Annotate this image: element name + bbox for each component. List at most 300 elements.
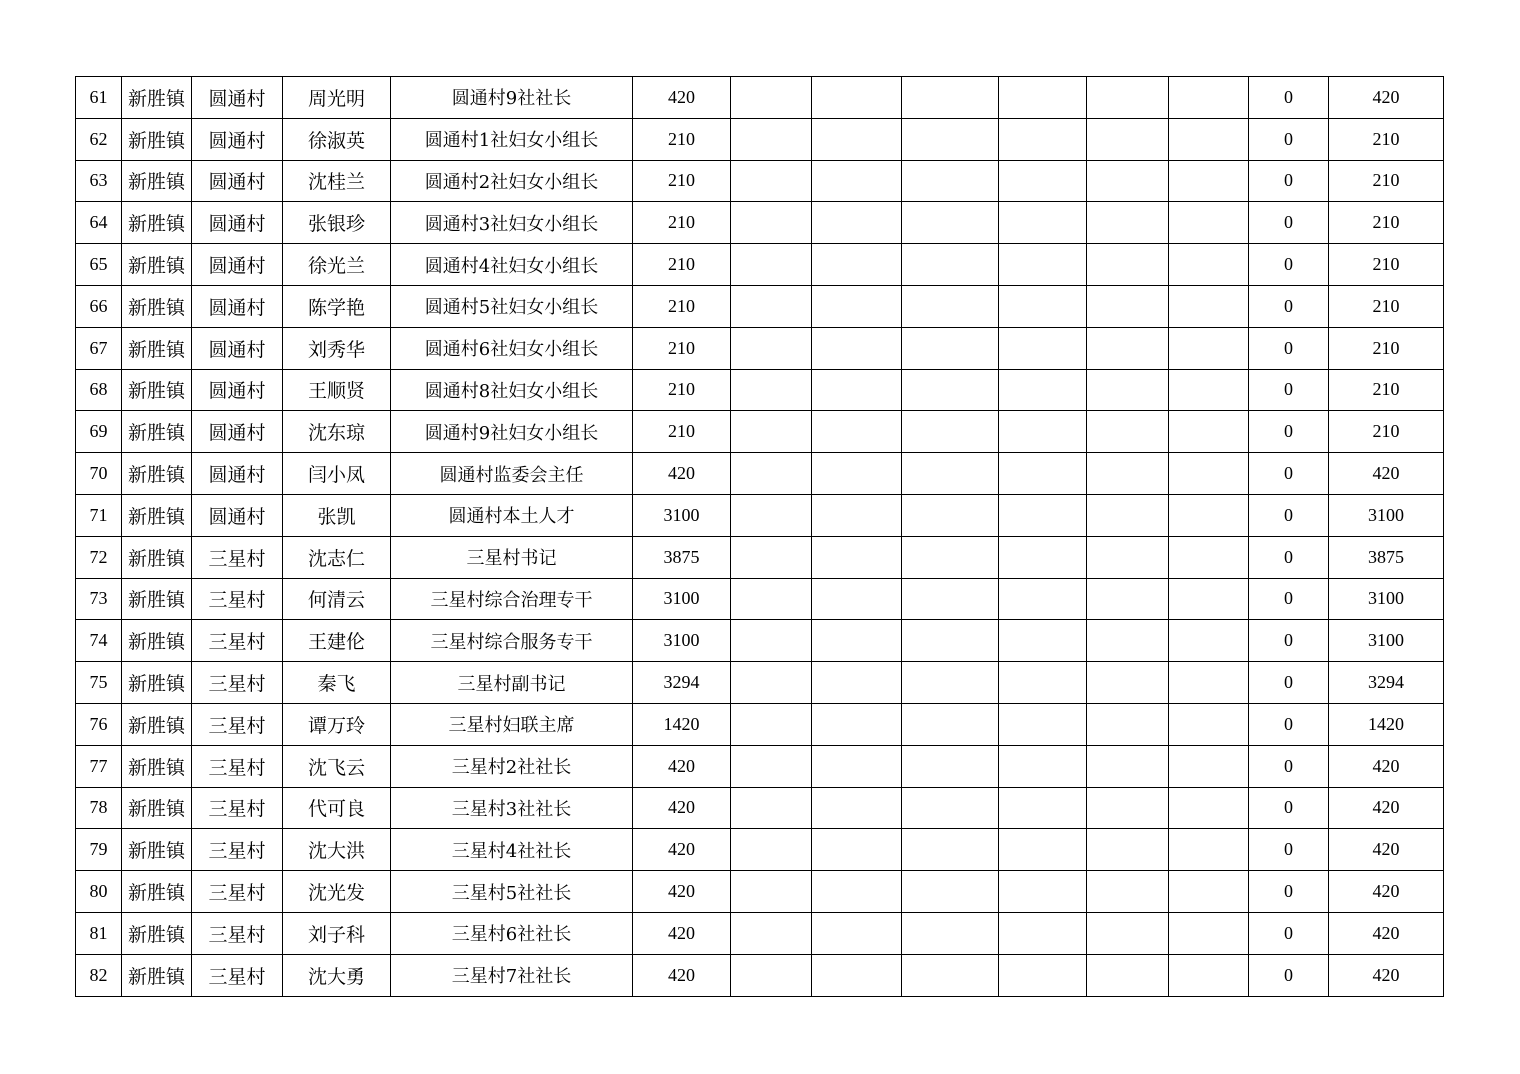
total-cell: 210 — [1329, 160, 1444, 202]
total-cell: 420 — [1329, 453, 1444, 495]
position-cell: 圆通村2社妇女小组长 — [391, 160, 633, 202]
amount-cell: 420 — [633, 954, 731, 996]
person-name-cell: 沈东琼 — [283, 411, 391, 453]
village-cell: 圆通村 — [192, 285, 283, 327]
empty-cell — [731, 787, 812, 829]
town-cell: 新胜镇 — [122, 745, 192, 787]
total-cell: 210 — [1329, 411, 1444, 453]
row-number-cell: 82 — [76, 954, 122, 996]
table-row — [76, 912, 1444, 954]
amount-cell: 3294 — [633, 662, 731, 704]
village-cell: 圆通村 — [192, 202, 283, 244]
empty-cell — [812, 244, 902, 286]
town-cell: 新胜镇 — [122, 578, 192, 620]
empty-cell — [1169, 453, 1249, 495]
empty-cell — [999, 745, 1087, 787]
deduction-cell: 0 — [1249, 327, 1329, 369]
row-number-cell: 61 — [76, 77, 122, 119]
row-number-cell: 80 — [76, 871, 122, 913]
table-row — [76, 662, 1444, 704]
empty-cell — [999, 327, 1087, 369]
total-cell: 420 — [1329, 871, 1444, 913]
empty-cell — [902, 77, 999, 119]
person-name-cell: 刘秀华 — [283, 327, 391, 369]
position-cell: 三星村2社社长 — [391, 745, 633, 787]
position-cell: 圆通村监委会主任 — [391, 453, 633, 495]
row-number-cell: 66 — [76, 285, 122, 327]
town-cell: 新胜镇 — [122, 77, 192, 119]
empty-cell — [812, 411, 902, 453]
town-cell: 新胜镇 — [122, 703, 192, 745]
table-row — [76, 871, 1444, 913]
person-name-cell: 徐淑英 — [283, 118, 391, 160]
amount-cell: 1420 — [633, 703, 731, 745]
empty-cell — [1169, 662, 1249, 704]
deduction-cell: 0 — [1249, 77, 1329, 119]
row-number-cell: 64 — [76, 202, 122, 244]
position-cell: 三星村6社社长 — [391, 912, 633, 954]
town-cell: 新胜镇 — [122, 536, 192, 578]
empty-cell — [902, 411, 999, 453]
village-cell: 三星村 — [192, 536, 283, 578]
empty-cell — [1087, 453, 1169, 495]
empty-cell — [731, 954, 812, 996]
table-body — [76, 77, 1444, 997]
empty-cell — [1169, 829, 1249, 871]
amount-cell: 420 — [633, 787, 731, 829]
position-cell: 三星村4社社长 — [391, 829, 633, 871]
empty-cell — [1169, 954, 1249, 996]
empty-cell — [812, 871, 902, 913]
amount-cell: 210 — [633, 202, 731, 244]
empty-cell — [1087, 620, 1169, 662]
amount-cell: 210 — [633, 285, 731, 327]
empty-cell — [902, 662, 999, 704]
row-number-cell: 74 — [76, 620, 122, 662]
row-number-cell: 79 — [76, 829, 122, 871]
total-cell: 210 — [1329, 244, 1444, 286]
empty-cell — [1087, 202, 1169, 244]
empty-cell — [731, 244, 812, 286]
position-cell: 圆通村5社妇女小组长 — [391, 285, 633, 327]
empty-cell — [1169, 244, 1249, 286]
village-cell: 圆通村 — [192, 411, 283, 453]
empty-cell — [731, 453, 812, 495]
empty-cell — [812, 745, 902, 787]
empty-cell — [812, 536, 902, 578]
village-cell: 三星村 — [192, 578, 283, 620]
person-name-cell: 沈志仁 — [283, 536, 391, 578]
town-cell: 新胜镇 — [122, 954, 192, 996]
empty-cell — [1169, 118, 1249, 160]
empty-cell — [812, 703, 902, 745]
town-cell: 新胜镇 — [122, 327, 192, 369]
row-number-cell: 75 — [76, 662, 122, 704]
village-cell: 三星村 — [192, 871, 283, 913]
total-cell: 420 — [1329, 77, 1444, 119]
position-cell: 圆通村1社妇女小组长 — [391, 118, 633, 160]
village-cell: 圆通村 — [192, 244, 283, 286]
empty-cell — [731, 285, 812, 327]
village-cell: 三星村 — [192, 662, 283, 704]
empty-cell — [1169, 703, 1249, 745]
empty-cell — [902, 578, 999, 620]
empty-cell — [902, 285, 999, 327]
empty-cell — [812, 787, 902, 829]
person-name-cell: 闫小凤 — [283, 453, 391, 495]
empty-cell — [999, 453, 1087, 495]
empty-cell — [902, 202, 999, 244]
deduction-cell: 0 — [1249, 202, 1329, 244]
row-number-cell: 72 — [76, 536, 122, 578]
empty-cell — [1169, 536, 1249, 578]
row-number-cell: 77 — [76, 745, 122, 787]
row-number-cell: 73 — [76, 578, 122, 620]
row-number-cell: 68 — [76, 369, 122, 411]
village-cell: 三星村 — [192, 703, 283, 745]
empty-cell — [1169, 620, 1249, 662]
position-cell: 三星村书记 — [391, 536, 633, 578]
village-cell: 三星村 — [192, 954, 283, 996]
empty-cell — [1169, 160, 1249, 202]
empty-cell — [1169, 369, 1249, 411]
total-cell: 210 — [1329, 369, 1444, 411]
town-cell: 新胜镇 — [122, 160, 192, 202]
total-cell: 420 — [1329, 912, 1444, 954]
person-name-cell: 王建伦 — [283, 620, 391, 662]
table-row — [76, 160, 1444, 202]
total-cell: 3294 — [1329, 662, 1444, 704]
empty-cell — [1087, 118, 1169, 160]
empty-cell — [902, 620, 999, 662]
person-name-cell: 沈大勇 — [283, 954, 391, 996]
empty-cell — [1087, 703, 1169, 745]
total-cell: 3100 — [1329, 494, 1444, 536]
empty-cell — [902, 871, 999, 913]
position-cell: 圆通村3社妇女小组长 — [391, 202, 633, 244]
empty-cell — [1169, 494, 1249, 536]
empty-cell — [902, 536, 999, 578]
amount-cell: 210 — [633, 160, 731, 202]
table-row — [76, 118, 1444, 160]
empty-cell — [1087, 494, 1169, 536]
table-row — [76, 494, 1444, 536]
total-cell: 420 — [1329, 829, 1444, 871]
deduction-cell: 0 — [1249, 285, 1329, 327]
empty-cell — [999, 912, 1087, 954]
deduction-cell: 0 — [1249, 662, 1329, 704]
amount-cell: 210 — [633, 327, 731, 369]
empty-cell — [902, 244, 999, 286]
empty-cell — [999, 411, 1087, 453]
town-cell: 新胜镇 — [122, 787, 192, 829]
table-row — [76, 369, 1444, 411]
empty-cell — [1087, 954, 1169, 996]
empty-cell — [1169, 787, 1249, 829]
total-cell: 420 — [1329, 954, 1444, 996]
empty-cell — [1087, 411, 1169, 453]
empty-cell — [999, 77, 1087, 119]
position-cell: 三星村3社社长 — [391, 787, 633, 829]
empty-cell — [1087, 787, 1169, 829]
empty-cell — [999, 285, 1087, 327]
empty-cell — [731, 912, 812, 954]
deduction-cell: 0 — [1249, 578, 1329, 620]
amount-cell: 420 — [633, 871, 731, 913]
table-row — [76, 620, 1444, 662]
table-row — [76, 787, 1444, 829]
table-row — [76, 829, 1444, 871]
empty-cell — [1087, 536, 1169, 578]
person-name-cell: 陈学艳 — [283, 285, 391, 327]
empty-cell — [731, 829, 812, 871]
town-cell: 新胜镇 — [122, 118, 192, 160]
total-cell: 1420 — [1329, 703, 1444, 745]
amount-cell: 3100 — [633, 578, 731, 620]
town-cell: 新胜镇 — [122, 411, 192, 453]
position-cell: 三星村妇联主席 — [391, 703, 633, 745]
town-cell: 新胜镇 — [122, 244, 192, 286]
empty-cell — [812, 954, 902, 996]
empty-cell — [902, 327, 999, 369]
position-cell: 三星村副书记 — [391, 662, 633, 704]
empty-cell — [999, 494, 1087, 536]
empty-cell — [812, 494, 902, 536]
empty-cell — [731, 745, 812, 787]
amount-cell: 210 — [633, 118, 731, 160]
deduction-cell: 0 — [1249, 244, 1329, 286]
town-cell: 新胜镇 — [122, 369, 192, 411]
empty-cell — [812, 662, 902, 704]
person-name-cell: 张凯 — [283, 494, 391, 536]
amount-cell: 210 — [633, 244, 731, 286]
row-number-cell: 70 — [76, 453, 122, 495]
town-cell: 新胜镇 — [122, 494, 192, 536]
empty-cell — [902, 118, 999, 160]
empty-cell — [731, 77, 812, 119]
village-cell: 圆通村 — [192, 494, 283, 536]
person-name-cell: 沈飞云 — [283, 745, 391, 787]
empty-cell — [731, 494, 812, 536]
empty-cell — [902, 494, 999, 536]
table-row — [76, 285, 1444, 327]
person-name-cell: 何清云 — [283, 578, 391, 620]
position-cell: 圆通村9社妇女小组长 — [391, 411, 633, 453]
empty-cell — [902, 745, 999, 787]
amount-cell: 210 — [633, 411, 731, 453]
empty-cell — [902, 160, 999, 202]
village-cell: 圆通村 — [192, 327, 283, 369]
table-row — [76, 327, 1444, 369]
table-row — [76, 954, 1444, 996]
empty-cell — [812, 77, 902, 119]
empty-cell — [902, 453, 999, 495]
position-cell: 三星村5社社长 — [391, 871, 633, 913]
empty-cell — [999, 703, 1087, 745]
town-cell: 新胜镇 — [122, 912, 192, 954]
empty-cell — [999, 578, 1087, 620]
empty-cell — [812, 578, 902, 620]
row-number-cell: 67 — [76, 327, 122, 369]
table-row — [76, 411, 1444, 453]
village-cell: 圆通村 — [192, 77, 283, 119]
deduction-cell: 0 — [1249, 787, 1329, 829]
empty-cell — [1087, 285, 1169, 327]
amount-cell: 420 — [633, 912, 731, 954]
empty-cell — [1087, 912, 1169, 954]
empty-cell — [812, 453, 902, 495]
village-cell: 三星村 — [192, 745, 283, 787]
deduction-cell: 0 — [1249, 411, 1329, 453]
total-cell: 210 — [1329, 118, 1444, 160]
village-cell: 三星村 — [192, 912, 283, 954]
position-cell: 三星村综合服务专干 — [391, 620, 633, 662]
person-name-cell: 刘子科 — [283, 912, 391, 954]
empty-cell — [1169, 578, 1249, 620]
table-row — [76, 202, 1444, 244]
empty-cell — [1087, 745, 1169, 787]
person-name-cell: 沈光发 — [283, 871, 391, 913]
position-cell: 圆通村8社妇女小组长 — [391, 369, 633, 411]
empty-cell — [731, 369, 812, 411]
village-cell: 圆通村 — [192, 118, 283, 160]
table-row — [76, 703, 1444, 745]
person-name-cell: 王顺贤 — [283, 369, 391, 411]
empty-cell — [812, 118, 902, 160]
total-cell: 210 — [1329, 285, 1444, 327]
empty-cell — [812, 369, 902, 411]
village-cell: 圆通村 — [192, 160, 283, 202]
empty-cell — [731, 202, 812, 244]
deduction-cell: 0 — [1249, 829, 1329, 871]
table-row — [76, 745, 1444, 787]
position-cell: 圆通村6社妇女小组长 — [391, 327, 633, 369]
amount-cell: 3875 — [633, 536, 731, 578]
empty-cell — [999, 536, 1087, 578]
data-table — [75, 76, 1444, 997]
total-cell: 3875 — [1329, 536, 1444, 578]
empty-cell — [812, 912, 902, 954]
position-cell: 圆通村本土人才 — [391, 494, 633, 536]
position-cell: 三星村综合治理专干 — [391, 578, 633, 620]
empty-cell — [1169, 77, 1249, 119]
town-cell: 新胜镇 — [122, 202, 192, 244]
row-number-cell: 69 — [76, 411, 122, 453]
empty-cell — [731, 703, 812, 745]
position-cell: 圆通村9社社长 — [391, 77, 633, 119]
empty-cell — [1169, 411, 1249, 453]
empty-cell — [1169, 327, 1249, 369]
deduction-cell: 0 — [1249, 954, 1329, 996]
empty-cell — [731, 160, 812, 202]
person-name-cell: 代可良 — [283, 787, 391, 829]
empty-cell — [902, 912, 999, 954]
empty-cell — [731, 871, 812, 913]
empty-cell — [999, 871, 1087, 913]
empty-cell — [1169, 202, 1249, 244]
table-row — [76, 536, 1444, 578]
position-cell: 三星村7社社长 — [391, 954, 633, 996]
empty-cell — [999, 369, 1087, 411]
empty-cell — [1087, 160, 1169, 202]
deduction-cell: 0 — [1249, 745, 1329, 787]
empty-cell — [1169, 871, 1249, 913]
person-name-cell: 谭万玲 — [283, 703, 391, 745]
village-cell: 三星村 — [192, 829, 283, 871]
town-cell: 新胜镇 — [122, 453, 192, 495]
empty-cell — [999, 118, 1087, 160]
empty-cell — [1087, 369, 1169, 411]
empty-cell — [812, 327, 902, 369]
total-cell: 3100 — [1329, 578, 1444, 620]
empty-cell — [812, 829, 902, 871]
empty-cell — [902, 787, 999, 829]
empty-cell — [812, 160, 902, 202]
deduction-cell: 0 — [1249, 494, 1329, 536]
amount-cell: 420 — [633, 829, 731, 871]
row-number-cell: 63 — [76, 160, 122, 202]
empty-cell — [1087, 662, 1169, 704]
table-row — [76, 77, 1444, 119]
total-cell: 210 — [1329, 202, 1444, 244]
person-name-cell: 张银珍 — [283, 202, 391, 244]
town-cell: 新胜镇 — [122, 829, 192, 871]
empty-cell — [999, 244, 1087, 286]
empty-cell — [1087, 578, 1169, 620]
empty-cell — [731, 620, 812, 662]
amount-cell: 420 — [633, 745, 731, 787]
amount-cell: 210 — [633, 369, 731, 411]
empty-cell — [731, 327, 812, 369]
table-row — [76, 453, 1444, 495]
deduction-cell: 0 — [1249, 453, 1329, 495]
empty-cell — [999, 160, 1087, 202]
town-cell: 新胜镇 — [122, 285, 192, 327]
row-number-cell: 81 — [76, 912, 122, 954]
empty-cell — [1087, 829, 1169, 871]
deduction-cell: 0 — [1249, 912, 1329, 954]
deduction-cell: 0 — [1249, 620, 1329, 662]
empty-cell — [902, 369, 999, 411]
empty-cell — [999, 954, 1087, 996]
empty-cell — [999, 202, 1087, 244]
empty-cell — [902, 829, 999, 871]
town-cell: 新胜镇 — [122, 871, 192, 913]
amount-cell: 420 — [633, 453, 731, 495]
empty-cell — [999, 620, 1087, 662]
empty-cell — [902, 954, 999, 996]
empty-cell — [1087, 77, 1169, 119]
total-cell: 210 — [1329, 327, 1444, 369]
empty-cell — [1169, 285, 1249, 327]
row-number-cell: 78 — [76, 787, 122, 829]
town-cell: 新胜镇 — [122, 662, 192, 704]
total-cell: 3100 — [1329, 620, 1444, 662]
empty-cell — [1087, 871, 1169, 913]
person-name-cell: 徐光兰 — [283, 244, 391, 286]
person-name-cell: 周光明 — [283, 77, 391, 119]
empty-cell — [731, 411, 812, 453]
empty-cell — [1087, 244, 1169, 286]
deduction-cell: 0 — [1249, 703, 1329, 745]
deduction-cell: 0 — [1249, 536, 1329, 578]
amount-cell: 3100 — [633, 620, 731, 662]
amount-cell: 3100 — [633, 494, 731, 536]
empty-cell — [1169, 745, 1249, 787]
row-number-cell: 65 — [76, 244, 122, 286]
deduction-cell: 0 — [1249, 871, 1329, 913]
deduction-cell: 0 — [1249, 118, 1329, 160]
